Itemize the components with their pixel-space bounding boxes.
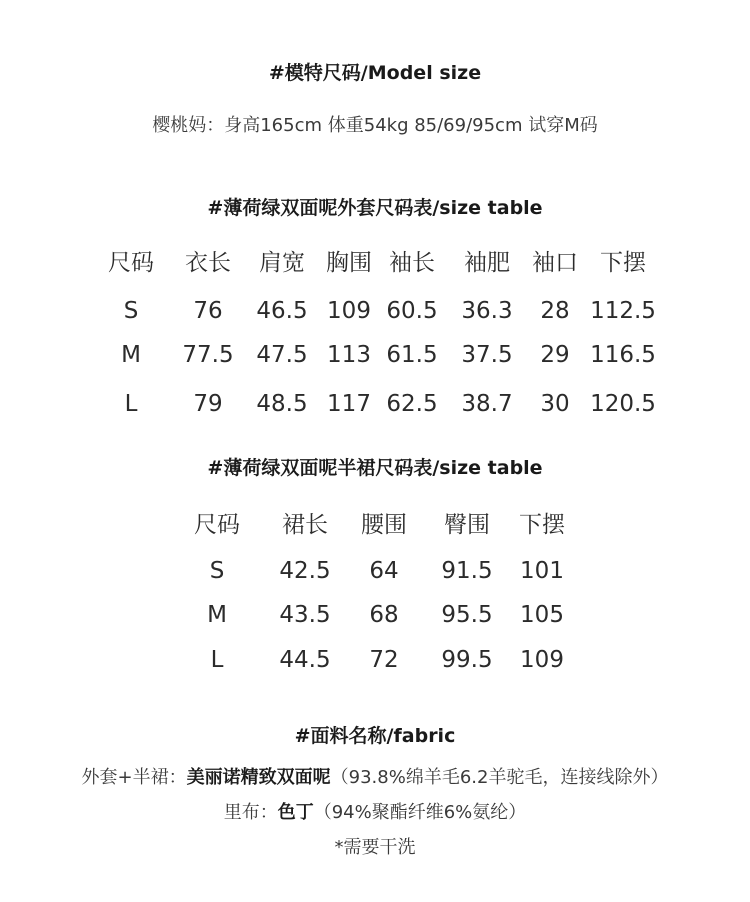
size-label-cell: S <box>209 558 225 584</box>
table-cell: 68 <box>369 602 399 628</box>
fabric-lining-label: 里布： <box>223 802 278 823</box>
fabric-lining-name: 色丁 <box>277 802 314 823</box>
table-cell: 64 <box>369 558 399 584</box>
header-cell: 袖口 <box>532 250 578 276</box>
coat-table-title: #薄荷绿双面呢外套尺码表/size table <box>207 197 543 219</box>
header-cell: 腰围 <box>361 512 407 538</box>
fabric-outer-detail: （93.8%绵羊毛6.2羊驼毛，连接线除外） <box>330 767 669 788</box>
table-cell: 101 <box>520 558 564 584</box>
fabric-outer-label: 外套+半裙： <box>81 767 187 788</box>
table-cell: 60.5 <box>386 298 438 324</box>
table-cell: 95.5 <box>441 602 493 628</box>
size-label-cell: L <box>210 647 224 673</box>
table-cell: 43.5 <box>279 602 331 628</box>
table-cell: 47.5 <box>256 342 308 368</box>
table-cell: 42.5 <box>279 558 331 584</box>
header-cell: 臀围 <box>444 512 490 538</box>
table-cell: 109 <box>327 298 371 324</box>
fabric-lining-detail: （94%聚酯纤维6%氨纶） <box>313 802 527 823</box>
header-cell: 裙长 <box>282 512 328 538</box>
fabric-outer-name: 美丽诺精致双面呢 <box>186 767 331 788</box>
table-cell: 117 <box>327 391 371 417</box>
model-size-info: 樱桃妈：身高165cm 体重54kg 85/69/95cm 试穿M码 <box>152 115 598 136</box>
table-cell: 36.3 <box>461 298 513 324</box>
size-label-cell: M <box>207 602 227 628</box>
fabric-title: #面料名称/fabric <box>294 725 456 747</box>
header-cell: 尺码 <box>194 512 240 538</box>
table-cell: 30 <box>540 391 570 417</box>
table-cell: 79 <box>193 391 223 417</box>
header-cell: 下摆 <box>600 250 646 276</box>
header-cell: 尺码 <box>108 250 154 276</box>
header-cell: 下摆 <box>519 512 565 538</box>
table-cell: 112.5 <box>590 298 656 324</box>
table-cell: 38.7 <box>461 391 513 417</box>
size-label-cell: S <box>123 298 139 324</box>
table-cell: 62.5 <box>386 391 438 417</box>
table-cell: 44.5 <box>279 647 331 673</box>
table-cell: 46.5 <box>256 298 308 324</box>
care-instruction: *需要干洗 <box>334 837 416 858</box>
header-cell: 袖肥 <box>464 250 510 276</box>
table-cell: 28 <box>540 298 570 324</box>
header-cell: 胸围 <box>326 250 372 276</box>
table-cell: 116.5 <box>590 342 656 368</box>
table-cell: 77.5 <box>182 342 234 368</box>
header-cell: 衣长 <box>185 250 231 276</box>
fabric-lining-line <box>0 798 750 824</box>
table-cell: 99.5 <box>441 647 493 673</box>
table-cell: 76 <box>193 298 223 324</box>
table-cell: 113 <box>327 342 371 368</box>
table-cell: 72 <box>369 647 399 673</box>
skirt-table-title: #薄荷绿双面呢半裙尺码表/size table <box>207 457 543 479</box>
table-cell: 120.5 <box>590 391 656 417</box>
table-cell: 105 <box>520 602 564 628</box>
table-cell: 48.5 <box>256 391 308 417</box>
header-cell: 袖长 <box>389 250 435 276</box>
table-cell: 37.5 <box>461 342 513 368</box>
header-cell: 肩宽 <box>259 250 305 276</box>
model-size-title: #模特尺码/Model size <box>268 62 482 84</box>
fabric-outer-line <box>0 763 750 789</box>
table-cell: 109 <box>520 647 564 673</box>
table-cell: 61.5 <box>386 342 438 368</box>
table-cell: 91.5 <box>441 558 493 584</box>
table-cell: 29 <box>540 342 570 368</box>
size-label-cell: L <box>124 391 138 417</box>
size-label-cell: M <box>121 342 141 368</box>
